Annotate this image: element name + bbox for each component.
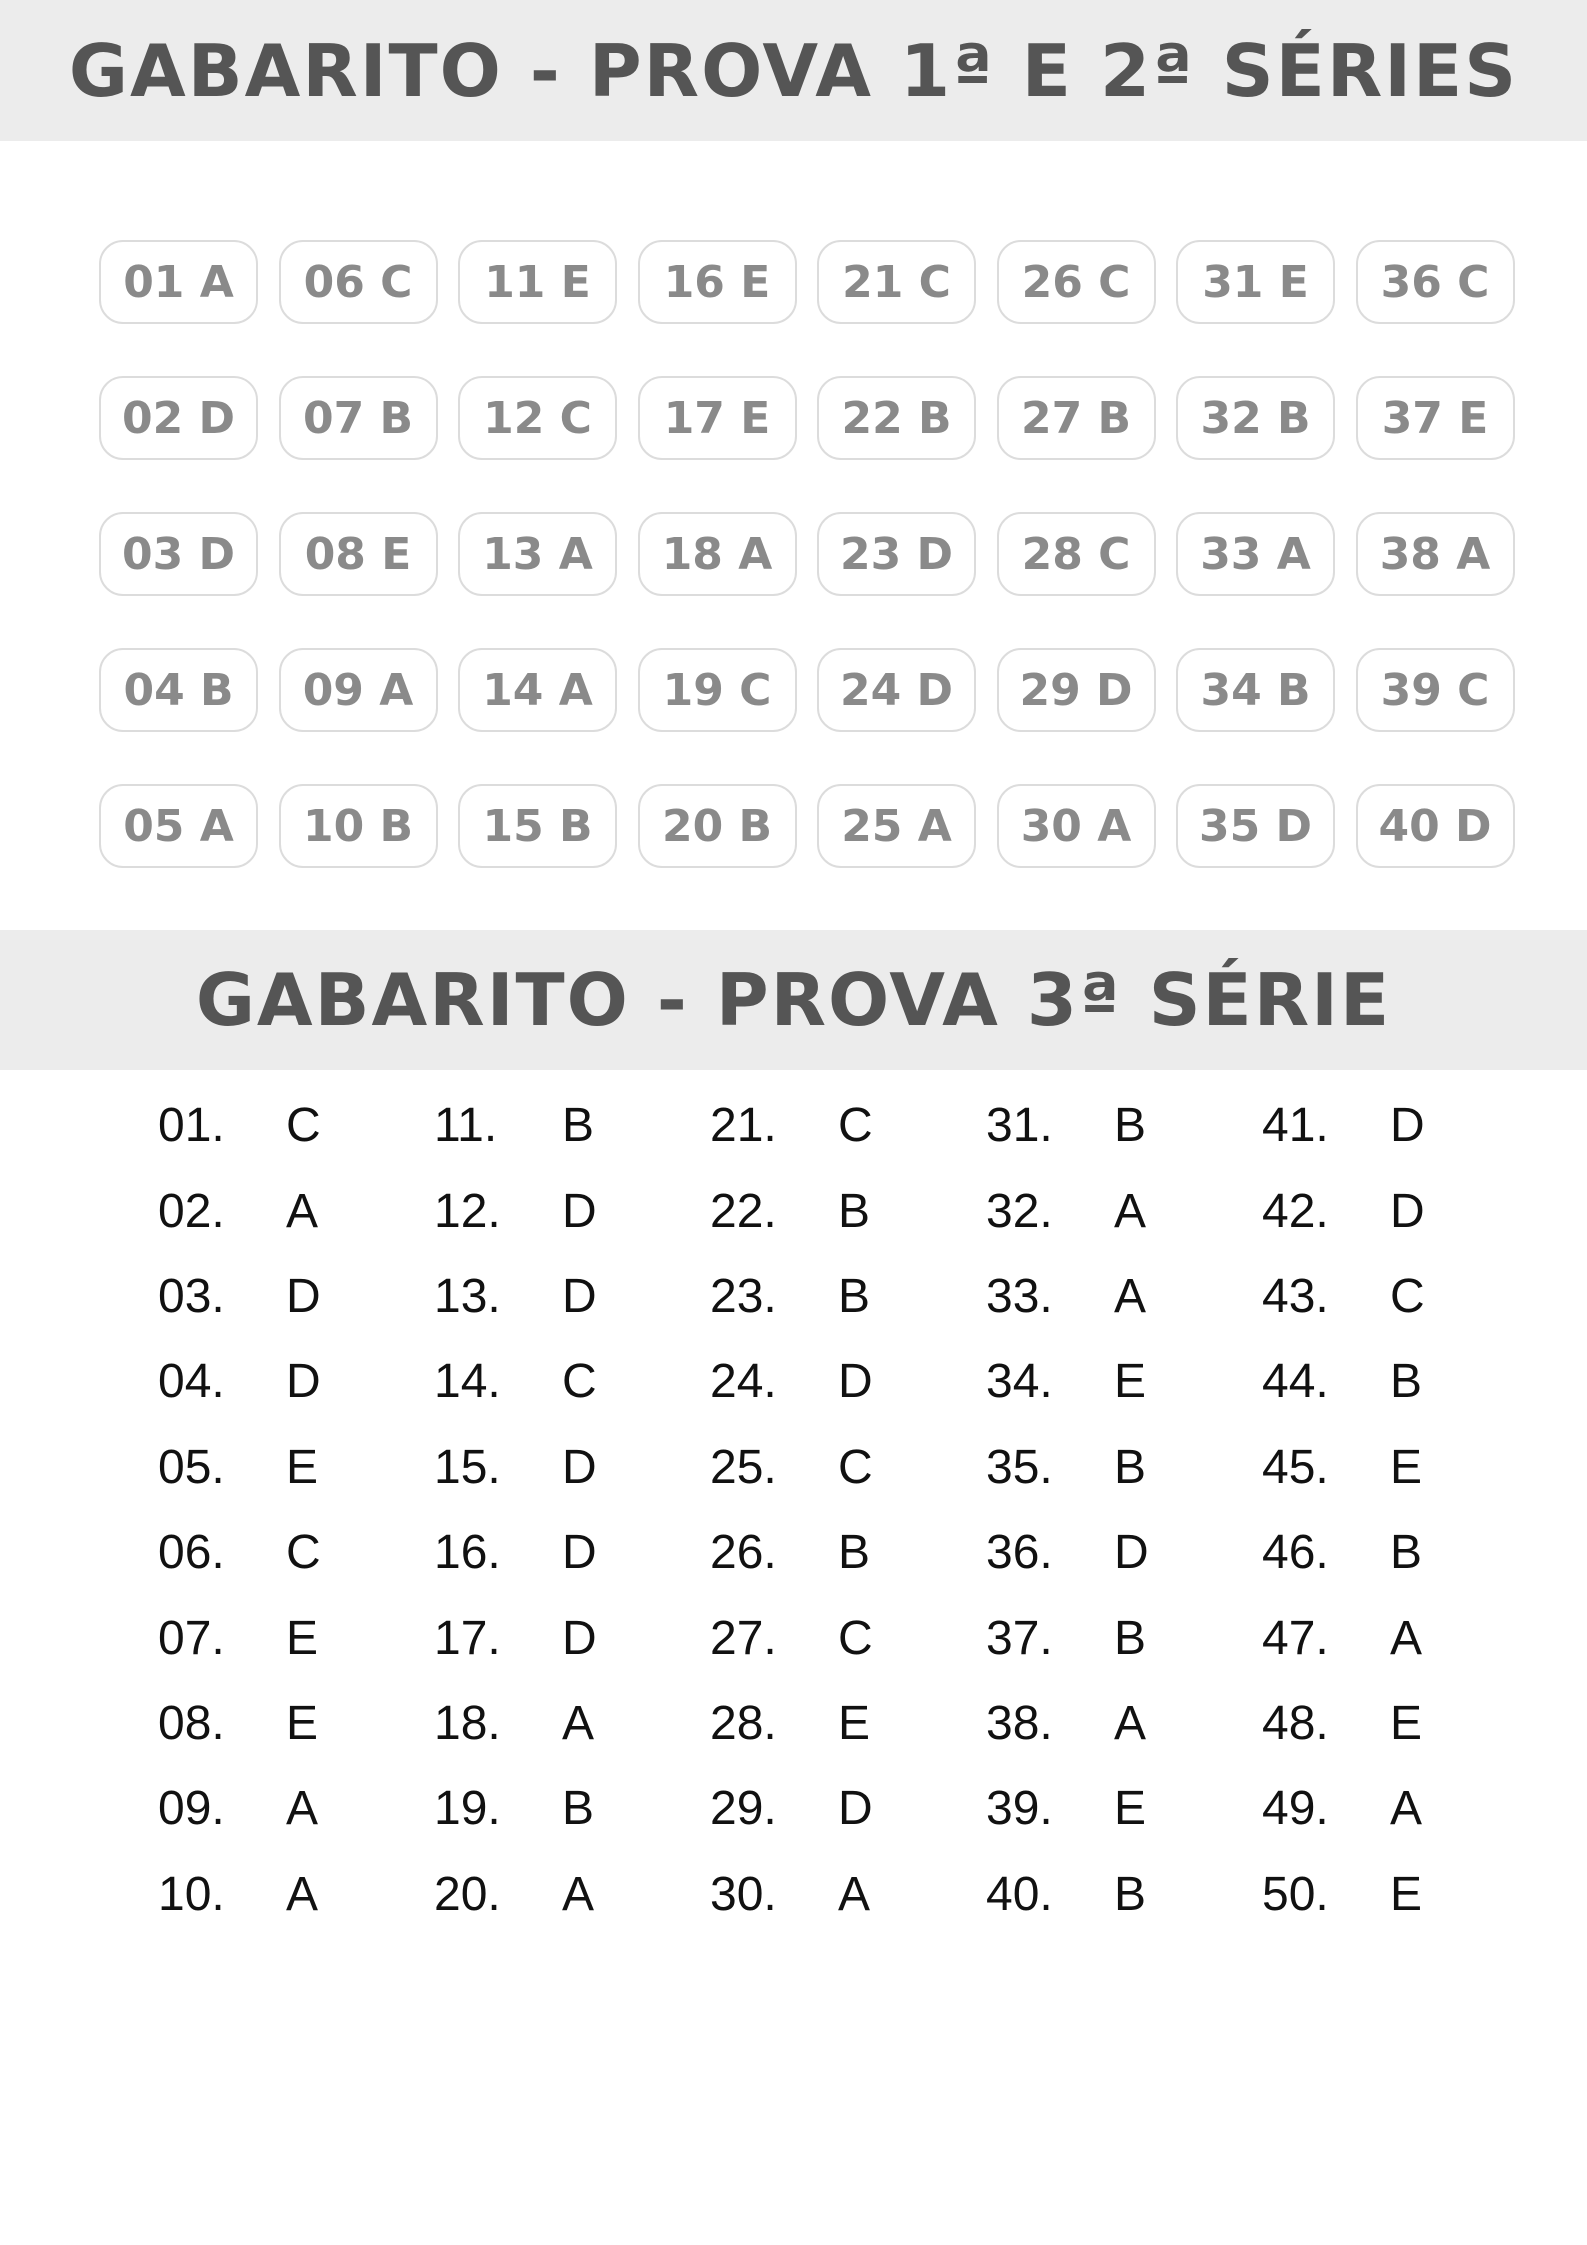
question-number: 12. <box>434 1184 501 1238</box>
answer-letter: A <box>286 1867 319 1921</box>
question-number: 21. <box>710 1099 777 1153</box>
answer-item <box>434 1254 710 1339</box>
question-number: 23. <box>710 1269 777 1323</box>
answer-item <box>986 1339 1262 1424</box>
answer-item <box>434 1510 710 1595</box>
answer-pill: 14 A <box>458 648 617 732</box>
answer-letter: B <box>1390 1355 1423 1409</box>
section1-title: GABARITO - PROVA 1ª E 2ª SÉRIES <box>68 28 1519 113</box>
answer-letter: E <box>286 1611 319 1665</box>
question-number: 18. <box>434 1696 501 1750</box>
answer-pill: 34 B <box>1176 648 1335 732</box>
question-number: 47. <box>1262 1611 1329 1665</box>
answer-letter: E <box>1390 1867 1423 1921</box>
answer-item <box>434 1681 710 1766</box>
question-number: 38. <box>986 1696 1053 1750</box>
answer-key-grid-1-2-series <box>99 240 1515 868</box>
answer-item <box>1262 1083 1538 1168</box>
question-number: 31. <box>986 1099 1053 1153</box>
question-number: 40. <box>986 1867 1053 1921</box>
answer-item <box>158 1339 434 1424</box>
answer-letter: C <box>838 1440 873 1494</box>
answer-pill: 30 A <box>997 784 1156 868</box>
answer-item <box>434 1766 710 1851</box>
answer-letter: C <box>562 1355 597 1409</box>
question-number: 42. <box>1262 1184 1329 1238</box>
question-number: 19. <box>434 1782 501 1836</box>
answer-letter: D <box>838 1355 873 1409</box>
answer-letter: C <box>838 1099 873 1153</box>
question-number: 46. <box>1262 1526 1329 1580</box>
question-number: 17. <box>434 1611 501 1665</box>
answer-letter: E <box>1114 1355 1147 1409</box>
answer-pill: 39 C <box>1356 648 1515 732</box>
question-number: 49. <box>1262 1782 1329 1836</box>
answer-letter: D <box>562 1440 597 1494</box>
answer-item <box>1262 1510 1538 1595</box>
answer-pill: 04 B <box>99 648 258 732</box>
answer-item <box>986 1083 1262 1168</box>
answer-letter: B <box>562 1782 595 1836</box>
question-number: 30. <box>710 1867 777 1921</box>
answer-letter: B <box>1114 1867 1147 1921</box>
question-number: 27. <box>710 1611 777 1665</box>
answer-pill: 28 C <box>997 512 1156 596</box>
question-number: 05. <box>158 1440 225 1494</box>
answer-letter: D <box>1390 1184 1425 1238</box>
answer-letter: A <box>838 1867 871 1921</box>
answer-item <box>434 1083 710 1168</box>
answer-item <box>710 1510 986 1595</box>
question-number: 08. <box>158 1696 225 1750</box>
answer-pill: 16 E <box>638 240 797 324</box>
answer-item <box>434 1168 710 1253</box>
answer-letter: E <box>1390 1440 1423 1494</box>
question-number: 33. <box>986 1269 1053 1323</box>
answer-letter: D <box>286 1355 321 1409</box>
answer-letter: E <box>838 1696 871 1750</box>
question-number: 14. <box>434 1355 501 1409</box>
section2-title-banner <box>0 930 1587 1070</box>
answer-item <box>1262 1254 1538 1339</box>
answer-item <box>986 1254 1262 1339</box>
answer-item <box>158 1852 434 1937</box>
answer-letter: A <box>1390 1611 1423 1665</box>
answer-letter: D <box>562 1611 597 1665</box>
answer-item <box>158 1083 434 1168</box>
section2-title: GABARITO - PROVA 3ª SÉRIE <box>195 958 1392 1042</box>
question-number: 20. <box>434 1867 501 1921</box>
answer-item <box>1262 1681 1538 1766</box>
answer-letter: A <box>562 1696 595 1750</box>
answer-item <box>986 1681 1262 1766</box>
answer-letter: C <box>286 1099 321 1153</box>
answer-item <box>1262 1425 1538 1510</box>
answer-pill: 23 D <box>817 512 976 596</box>
answer-item <box>1262 1595 1538 1680</box>
answer-item <box>158 1766 434 1851</box>
answer-item <box>986 1595 1262 1680</box>
answer-item <box>434 1852 710 1937</box>
answer-item <box>434 1339 710 1424</box>
answer-letter: B <box>1114 1099 1147 1153</box>
answer-pill: 35 D <box>1176 784 1335 868</box>
answer-item <box>158 1425 434 1510</box>
question-number: 11. <box>434 1099 498 1153</box>
answer-pill: 26 C <box>997 240 1156 324</box>
answer-pill: 15 B <box>458 784 617 868</box>
answer-pill: 29 D <box>997 648 1156 732</box>
question-number: 43. <box>1262 1269 1329 1323</box>
answer-pill: 38 A <box>1356 512 1515 596</box>
question-number: 02. <box>158 1184 225 1238</box>
question-number: 01. <box>158 1099 225 1153</box>
answer-letter: D <box>562 1269 597 1323</box>
answer-item <box>710 1425 986 1510</box>
answer-item <box>158 1168 434 1253</box>
answer-item <box>986 1510 1262 1595</box>
answer-pill: 06 C <box>279 240 438 324</box>
answer-letter: B <box>562 1099 595 1153</box>
answer-pill: 02 D <box>99 376 258 460</box>
answer-pill: 22 B <box>817 376 976 460</box>
answer-letter: A <box>286 1782 319 1836</box>
answer-letter: B <box>1114 1611 1147 1665</box>
question-number: 13. <box>434 1269 501 1323</box>
question-number: 16. <box>434 1526 501 1580</box>
answer-letter: E <box>286 1696 319 1750</box>
question-number: 28. <box>710 1696 777 1750</box>
answer-pill: 40 D <box>1356 784 1515 868</box>
answer-pill: 20 B <box>638 784 797 868</box>
question-number: 35. <box>986 1440 1053 1494</box>
question-number: 48. <box>1262 1696 1329 1750</box>
answer-pill: 10 B <box>279 784 438 868</box>
answer-pill: 11 E <box>458 240 617 324</box>
answer-pill: 27 B <box>997 376 1156 460</box>
answer-letter: D <box>1390 1099 1425 1153</box>
question-number: 39. <box>986 1782 1053 1836</box>
answer-letter: C <box>1390 1269 1425 1323</box>
question-number: 29. <box>710 1782 777 1836</box>
answer-item <box>710 1766 986 1851</box>
answer-item <box>158 1510 434 1595</box>
answer-item <box>1262 1168 1538 1253</box>
question-number: 24. <box>710 1355 777 1409</box>
question-number: 10. <box>158 1867 225 1921</box>
answer-pill: 13 A <box>458 512 617 596</box>
question-number: 09. <box>158 1782 225 1836</box>
answer-letter: D <box>562 1184 597 1238</box>
question-number: 41. <box>1262 1099 1329 1153</box>
question-number: 45. <box>1262 1440 1329 1494</box>
answer-pill: 12 C <box>458 376 617 460</box>
answer-letter: D <box>562 1526 597 1580</box>
question-number: 04. <box>158 1355 225 1409</box>
answer-pill: 25 A <box>817 784 976 868</box>
answer-item <box>434 1425 710 1510</box>
answer-letter: B <box>1390 1526 1423 1580</box>
answer-item <box>710 1083 986 1168</box>
answer-item <box>986 1425 1262 1510</box>
answer-item <box>1262 1852 1538 1937</box>
answer-pill: 31 E <box>1176 240 1335 324</box>
answer-pill: 07 B <box>279 376 438 460</box>
answer-letter: E <box>286 1440 319 1494</box>
answer-pill: 17 E <box>638 376 797 460</box>
answer-item <box>986 1852 1262 1937</box>
answer-letter: D <box>838 1782 873 1836</box>
answer-letter: D <box>286 1269 321 1323</box>
answer-item <box>986 1766 1262 1851</box>
answer-letter: E <box>1390 1696 1423 1750</box>
answer-letter: E <box>1114 1782 1147 1836</box>
answer-item <box>710 1168 986 1253</box>
question-number: 22. <box>710 1184 777 1238</box>
answer-item <box>710 1681 986 1766</box>
question-number: 07. <box>158 1611 225 1665</box>
answer-item <box>158 1681 434 1766</box>
question-number: 06. <box>158 1526 225 1580</box>
question-number: 32. <box>986 1184 1053 1238</box>
answer-pill: 37 E <box>1356 376 1515 460</box>
answer-pill: 08 E <box>279 512 438 596</box>
answer-letter: B <box>838 1526 871 1580</box>
answer-item <box>158 1254 434 1339</box>
answer-item <box>158 1595 434 1680</box>
answer-pill: 33 A <box>1176 512 1335 596</box>
question-number: 03. <box>158 1269 225 1323</box>
answer-letter: A <box>1114 1696 1147 1750</box>
question-number: 36. <box>986 1526 1053 1580</box>
answer-item <box>710 1339 986 1424</box>
answer-item <box>1262 1766 1538 1851</box>
answer-letter: A <box>1114 1269 1147 1323</box>
answer-letter: A <box>286 1184 319 1238</box>
question-number: 25. <box>710 1440 777 1494</box>
answer-letter: B <box>838 1269 871 1323</box>
answer-item <box>434 1595 710 1680</box>
answer-letter: B <box>838 1184 871 1238</box>
question-number: 34. <box>986 1355 1053 1409</box>
answer-pill: 32 B <box>1176 376 1335 460</box>
answer-letter: C <box>286 1526 321 1580</box>
answer-letter: B <box>1114 1440 1147 1494</box>
answer-pill: 19 C <box>638 648 797 732</box>
answer-letter: C <box>838 1611 873 1665</box>
answer-item <box>986 1168 1262 1253</box>
answer-item <box>1262 1339 1538 1424</box>
question-number: 37. <box>986 1611 1053 1665</box>
answer-letter: A <box>562 1867 595 1921</box>
answer-item <box>710 1254 986 1339</box>
answer-pill: 18 A <box>638 512 797 596</box>
answer-item <box>710 1595 986 1680</box>
question-number: 15. <box>434 1440 501 1494</box>
answer-pill: 36 C <box>1356 240 1515 324</box>
answer-pill: 24 D <box>817 648 976 732</box>
answer-pill: 05 A <box>99 784 258 868</box>
answer-pill: 21 C <box>817 240 976 324</box>
question-number: 50. <box>1262 1867 1329 1921</box>
answer-letter: D <box>1114 1526 1149 1580</box>
question-number: 26. <box>710 1526 777 1580</box>
answer-letter: A <box>1390 1782 1423 1836</box>
section1-title-banner <box>0 0 1587 141</box>
answer-pill: 01 A <box>99 240 258 324</box>
answer-pill: 03 D <box>99 512 258 596</box>
answer-pill: 09 A <box>279 648 438 732</box>
answer-item <box>710 1852 986 1937</box>
question-number: 44. <box>1262 1355 1329 1409</box>
answer-key-grid-3-serie <box>158 1083 1538 1937</box>
answer-letter: A <box>1114 1184 1147 1238</box>
